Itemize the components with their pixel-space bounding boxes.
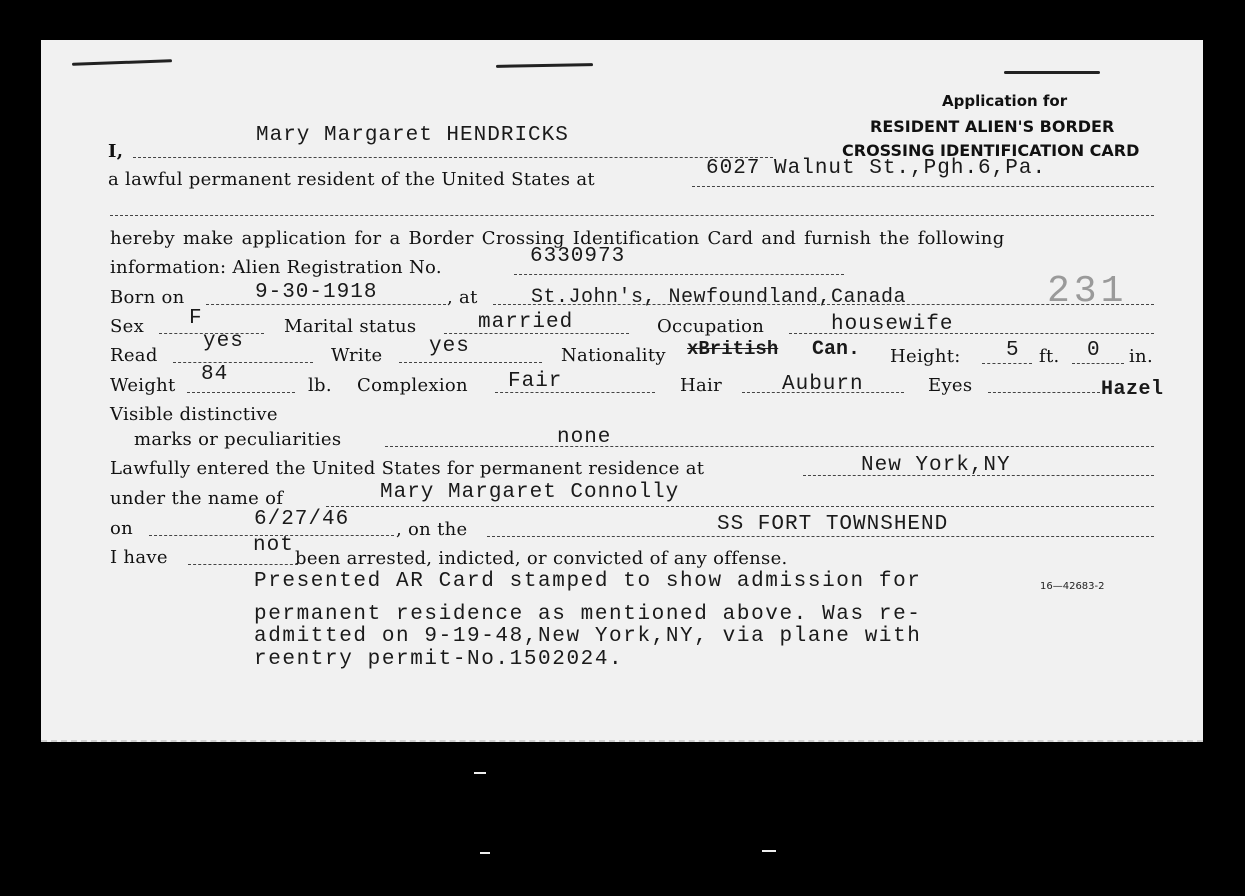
vessel-line [487,536,1154,537]
height-inches: 0 [1087,339,1101,362]
label-write: Write [331,345,383,366]
remarks-line-4: reentry permit-No.1502024. [254,648,624,671]
read-line [173,362,313,363]
label-alien-registration: information: Alien Registration No. [110,257,442,278]
remarks-line-3: admitted on 9-19-48,New York,NY, via plane with [254,625,922,648]
label-hair: Hair [680,375,722,396]
label-nationality: Nationality [561,345,666,366]
birth-date: 9-30-1918 [255,281,378,304]
occupation: housewife [831,313,954,336]
label-height: Height: [890,346,961,367]
top-bar-right [1004,71,1100,74]
entry-name: Mary Margaret Connolly [380,481,680,504]
address-line [692,186,1154,187]
label-lb: lb. [308,375,332,396]
marks-line [385,446,1154,447]
stamp-number: 231 [1047,270,1128,313]
label-at: , at [447,287,478,308]
label-visible-distinctive: Visible distinctive [110,404,278,425]
form-number: 16—42683-2 [1040,581,1105,592]
height-feet: 5 [1006,339,1020,362]
weight-value: 84 [201,363,229,386]
label-weight: Weight [110,375,176,396]
label-arrested: been arrested, indicted, or convicted of any offense. [295,548,788,569]
scan-speck [474,772,486,774]
label-marital-status: Marital status [284,316,417,337]
vessel: SS FORT TOWNSHEND [717,513,949,536]
address-continuation-line [110,215,1154,216]
label-in: in. [1129,346,1153,367]
label-ft: ft. [1039,346,1060,367]
height-in-line [1072,363,1124,364]
applicant-name: Mary Margaret HENDRICKS [256,124,569,147]
birth-place: St.John's, Newfoundland,Canada [531,286,907,309]
eyes: Hazel [1101,378,1164,401]
eyes-line [988,392,1100,393]
label-lawfully-entered: Lawfully entered the United States for permanent residence at [110,458,705,479]
label-lawful-resident: a lawful permanent resident of the United States at [108,169,595,190]
nationality-struck: xBritish [687,338,779,360]
label-read: Read [110,345,158,366]
hair: Auburn [782,373,864,396]
label-marks-peculiarities: marks or peculiarities [134,429,342,450]
sex-value: F [189,307,203,330]
label-eyes: Eyes [928,375,973,396]
label-complexion: Complexion [357,375,468,396]
label-i: I, [108,141,124,162]
remarks-line-2: permanent residence as mentioned above. Was re- [254,603,922,626]
alien-registration-number: 6330973 [530,245,626,268]
label-on: on [110,518,134,539]
scan-speck [762,850,776,852]
birth-date-line [206,304,446,305]
write-line [399,362,542,363]
border-crossing-application-card [41,40,1203,742]
top-bar-left [72,59,172,65]
address: 6027 Walnut St.,Pgh.6,Pa. [706,157,1047,180]
marks: none [557,426,612,449]
weight-line [187,392,295,393]
alien-reg-line [514,274,844,275]
read-value: yes [203,330,244,353]
label-sex: Sex [110,316,145,337]
arrest-status-line [188,564,298,565]
label-on-the: , on the [396,519,468,540]
label-i-have: I have [110,547,168,568]
nationality: Can. [812,338,861,361]
height-ft-line [982,363,1032,364]
complexion: Fair [508,370,563,393]
entry-name-line [326,506,1154,507]
label-occupation: Occupation [657,316,765,337]
port-of-entry: New York,NY [861,454,1011,477]
write-value: yes [429,335,470,358]
scan-speck [480,852,490,854]
remarks-line-1: Presented AR Card stamped to show admission for [254,570,922,593]
arrest-status: not [253,534,294,557]
label-hereby: hereby make application for a Border Crossing Identification Card and furnish the following [110,228,1005,249]
entry-date: 6/27/46 [254,508,350,531]
marital-status: married [478,311,574,334]
name-line [133,157,773,158]
header-line-3: CROSSING IDENTIFICATION CARD [842,141,1140,160]
header-line-2: RESIDENT ALIEN'S BORDER [870,117,1115,136]
label-under-name: under the name of [110,488,284,509]
header-line-1: Application for [942,92,1068,110]
label-born-on: Born on [110,287,185,308]
top-bar-center [496,63,593,68]
